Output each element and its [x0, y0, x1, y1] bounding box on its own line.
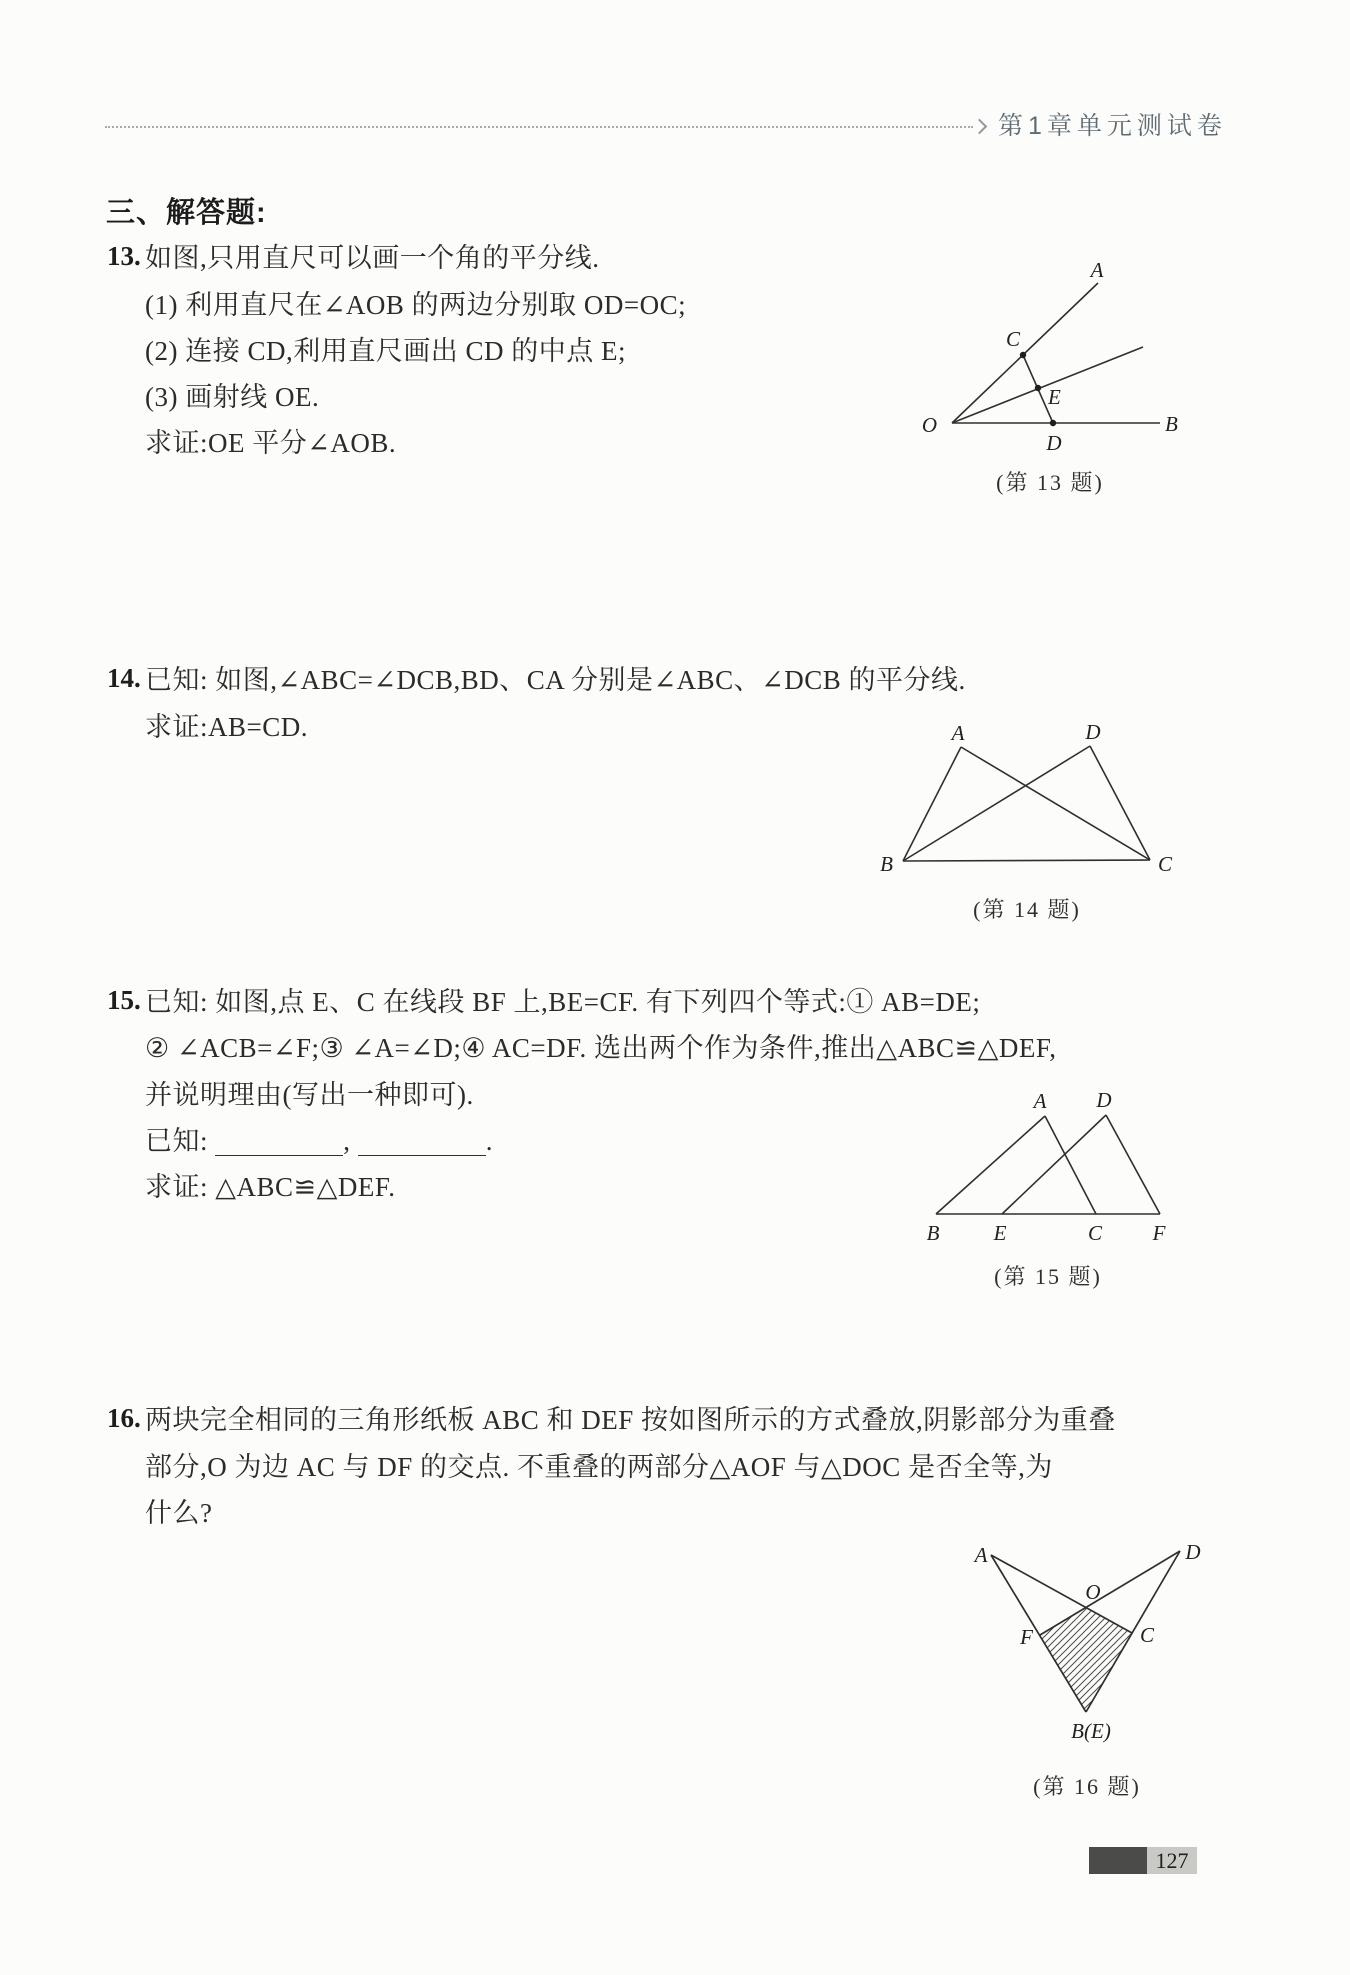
blank-field-1 — [215, 1128, 343, 1156]
problem-16-line-1: 两块完全相同的三角形纸板 ABC 和 DEF 按如图所示的方式叠放,阴影部分为重叠 — [145, 1405, 1116, 1435]
point-label-d: D — [1096, 1088, 1112, 1112]
segment-ba — [936, 1116, 1045, 1214]
point-label-f: F — [1152, 1221, 1166, 1245]
arrow-right-icon — [972, 119, 988, 135]
segment-bc — [903, 860, 1150, 861]
problem-14-line-2: 求证:AB=CD. — [145, 712, 308, 742]
point-label-a: A — [974, 1543, 988, 1567]
segment-df — [1106, 1115, 1160, 1214]
blank-field-2 — [358, 1128, 486, 1156]
point-label-b: B — [880, 852, 893, 876]
point-label-b-e: B(E) — [1071, 1719, 1111, 1743]
point-label-c: C — [1158, 852, 1173, 876]
point-label-c: C — [1140, 1623, 1155, 1647]
figure-14-lines — [903, 746, 1150, 861]
known-comma: , — [343, 1126, 351, 1156]
segment-ed — [1002, 1115, 1106, 1214]
figure-15-overlapping-triangles — [900, 1085, 1200, 1250]
point-label-d: D — [1046, 431, 1062, 455]
point-label-d: D — [1085, 720, 1101, 744]
problem-13-line-3: (2) 连接 CD,利用直尺画出 CD 的中点 E; — [145, 336, 626, 366]
problem-14-number: 14. — [107, 663, 141, 693]
footer-bar — [1089, 1847, 1147, 1874]
header-dashed-rule — [105, 126, 973, 128]
known-period: . — [485, 1126, 494, 1156]
problem-13-line-4: (3) 画射线 OE. — [145, 382, 320, 412]
point-e-dot — [1035, 385, 1041, 391]
figure-14-crossed-triangles — [855, 710, 1200, 885]
problem-15-line-2: ② ∠ACB=∠F;③ ∠A=∠D;④ AC=DF. 选出两个作为条件,推出△ABC≌△DEF, — [145, 1033, 1057, 1063]
point-label-a: A — [1033, 1089, 1047, 1113]
point-label-c: C — [1087, 1221, 1103, 1245]
point-label-b: B — [926, 1221, 940, 1245]
known-label: 已知: — [145, 1126, 209, 1156]
point-label-o: O — [921, 413, 937, 437]
problem-13-line-5: 求证:OE 平分∠AOB. — [145, 428, 397, 458]
point-label-d: D — [1185, 1540, 1201, 1564]
figure-15-caption: (第 15 题) — [994, 1264, 1102, 1289]
point-label-b: B — [1165, 412, 1178, 436]
problem-15-line-1: 已知: 如图,点 E、C 在线段 BF 上,BE=CF. 有下列四个等式:① AB=DE; — [145, 987, 981, 1017]
problem-13-line-2: (1) 利用直尺在∠AOB 的两边分别取 OD=OC; — [145, 290, 687, 320]
segment-ac — [961, 747, 1150, 860]
problem-14-line-1: 已知: 如图,∠ABC=∠DCB,BD、CA 分别是∠ABC、∠DCB 的平分线. — [145, 665, 966, 695]
problem-16-line-2: 部分,O 为边 AC 与 DF 的交点. 不重叠的两部分△AOF 与△DOC 是否全等,为 — [145, 1452, 1053, 1482]
figure-13-angle-bisector — [920, 250, 1210, 465]
section-heading: 三、解答题: — [106, 197, 267, 229]
figure-13-caption: (第 13 题) — [996, 470, 1104, 495]
page-header-title: 第1章单元测试卷 — [998, 112, 1227, 140]
point-label-f: F — [1020, 1625, 1033, 1649]
problem-13-line-1: 如图,只用直尺可以画一个角的平分线. — [145, 243, 600, 273]
problem-15-number: 15. — [107, 985, 141, 1015]
segment-bd — [903, 746, 1090, 861]
problem-15-known-line — [145, 1124, 493, 1158]
point-c-dot — [1020, 352, 1026, 358]
figure-15-lines — [936, 1115, 1160, 1214]
point-label-a: A — [1090, 258, 1104, 282]
problem-15-line-3: 并说明理由(写出一种即可). — [145, 1080, 474, 1110]
problem-15-proof-line: 求证: △ABC≌△DEF. — [145, 1172, 396, 1202]
figure-16-caption: (第 16 题) — [1033, 1774, 1141, 1799]
page-number: 127 — [1147, 1847, 1197, 1874]
point-label-e: E — [1048, 385, 1061, 409]
point-label-e: E — [993, 1221, 1007, 1245]
point-label-a: A — [951, 721, 965, 745]
problem-13-number: 13. — [107, 241, 141, 271]
figure-16-stacked-triangles — [950, 1535, 1240, 1755]
problem-16-line-3: 什么? — [145, 1498, 213, 1528]
point-label-o: O — [1085, 1580, 1101, 1604]
point-label-c: C — [1005, 327, 1020, 351]
figure-14-caption: (第 14 题) — [973, 897, 1081, 922]
problem-16-number: 16. — [107, 1403, 141, 1433]
point-d-dot — [1050, 420, 1056, 426]
